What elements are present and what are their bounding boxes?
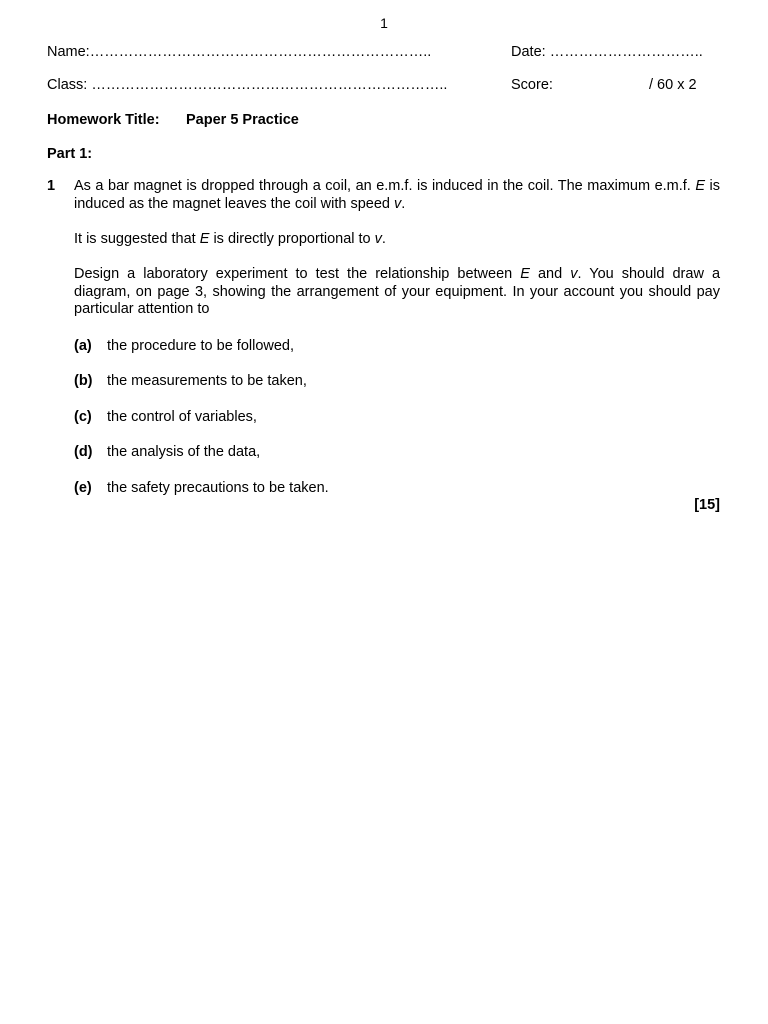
sub-item-text: the procedure to be followed, — [107, 338, 295, 354]
sub-item-text: the safety precautions to be taken. — [107, 480, 329, 496]
p2-text-a: It is suggested that — [74, 231, 200, 247]
marks: [15] — [694, 497, 720, 513]
class-label: Class: — [47, 77, 88, 93]
date-label: Date: — [511, 44, 546, 60]
question-paragraph-1 — [74, 178, 720, 213]
class-dots: ……………………………………………………………….. — [91, 77, 448, 93]
sub-item-label: (d) — [74, 444, 93, 460]
p2-text-b: is directly proportional to — [209, 231, 375, 247]
homework-title-label: Homework Title: — [47, 112, 160, 128]
p3-text-b: and — [529, 266, 571, 282]
score-value: / 60 x 2 — [649, 77, 697, 93]
homework-title: Paper 5 Practice — [186, 112, 299, 128]
score-label: Score: — [511, 77, 553, 93]
sub-item-label: (c) — [74, 409, 92, 425]
date-dots: ………………………….. — [549, 44, 703, 60]
sub-item-label: (a) — [74, 338, 92, 354]
p3-text-a: Design a laboratory experiment to test the relationship between — [74, 266, 521, 282]
page-number: 1 — [380, 15, 388, 31]
question-number: 1 — [47, 178, 56, 194]
p3-text-c: . You should draw a diagram, on page 3, showing the arrangement of your equipment. In your account you should pay particular attention to — [74, 266, 721, 317]
name-row — [47, 44, 431, 60]
p3-var-e: E — [520, 266, 530, 282]
p2-var-e: E — [199, 231, 210, 247]
p1-text-a: As a bar magnet is dropped through a coil, an e.m.f. is induced in the coil. The maximum e.m.f. — [74, 178, 696, 194]
p1-var-v: v — [394, 195, 402, 212]
question-paragraph-3 — [74, 266, 720, 319]
sub-item-label: (b) — [74, 373, 93, 389]
sub-item-text: the control of variables, — [107, 409, 257, 425]
name-dots: …………………………………………………………….. — [89, 44, 432, 60]
class-row — [47, 77, 447, 93]
date-row — [511, 44, 703, 60]
sub-item-label: (e) — [74, 480, 92, 496]
p1-var-e: E — [695, 178, 706, 194]
p1-text-b: is induced as the magnet leaves the coil with speed — [74, 178, 720, 212]
name-label: Name: — [47, 44, 90, 60]
p2-var-v: v — [374, 231, 382, 247]
sub-item-text: the measurements to be taken, — [107, 373, 307, 389]
p1-text-c: . — [401, 195, 406, 212]
sub-item-text: the analysis of the data, — [107, 444, 261, 460]
p2-text-c: . — [381, 231, 386, 247]
part-label: Part 1: — [47, 146, 93, 162]
question-paragraph-2 — [74, 231, 720, 249]
p3-var-v: v — [570, 266, 578, 282]
